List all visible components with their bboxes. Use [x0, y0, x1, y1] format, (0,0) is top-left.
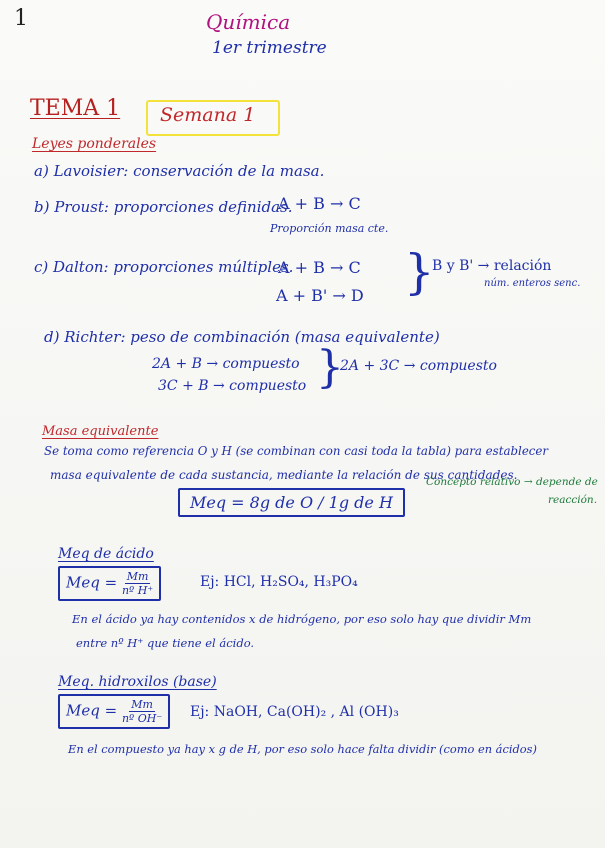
- richter-eq2: 3C + B → compuesto: [158, 378, 307, 394]
- richter-brace: }: [316, 342, 344, 393]
- tema-heading: TEMA 1: [30, 96, 121, 121]
- ley-proust: b) Proust: proporciones definidas.: [34, 198, 293, 216]
- base-fraction: [122, 699, 162, 724]
- base-text1: En el compuesto ya hay x g de H, por eso solo hace falta dividir (como en ácidos): [68, 742, 537, 756]
- acido-den: nº H⁺: [121, 584, 154, 597]
- dalton-brace: }: [404, 244, 435, 300]
- acido-heading: Meq de ácido: [58, 546, 154, 562]
- richter-result: 2A + 3C → compuesto: [340, 358, 497, 374]
- dalton-note2: núm. enteros senc.: [484, 278, 581, 289]
- acido-lhs: Meq =: [66, 573, 118, 592]
- concept-note1: Concepto relativo → depende de: [426, 476, 598, 488]
- ley-lavoisier: a) Lavoisier: conservación de la masa.: [34, 162, 325, 180]
- proust-equation: A + B → C: [278, 194, 361, 213]
- acido-num: Mm: [126, 570, 149, 583]
- acido-formula: [58, 566, 161, 601]
- acido-text2: entre nº H⁺ que tiene el ácido.: [76, 636, 255, 650]
- leyes-heading: Leyes ponderales: [32, 136, 157, 152]
- ley-richter: d) Richter: peso de combinación (masa equivalente): [44, 328, 440, 346]
- dalton-eq2: A + B' → D: [276, 286, 364, 305]
- masa-eq-text2: masa equivalente de cada sustancia, mediante la relación de sus cantidades.: [50, 468, 518, 482]
- dalton-eq1: A + B → C: [278, 258, 361, 277]
- base-lhs: Meq =: [66, 701, 118, 720]
- base-examples: Ej: NaOH, Ca(OH)₂ , Al (OH)₃: [190, 704, 399, 720]
- acido-text1: En el ácido ya hay contenidos x de hidrógeno, por eso solo hay que dividir Mm: [72, 612, 532, 626]
- page-title: Química: [206, 10, 291, 34]
- proust-note: Proporción masa cte.: [270, 222, 389, 235]
- masa-eq-formula: Meq = 8g de O / 1g de H: [178, 488, 405, 517]
- masa-eq-text1: Se toma como referencia O y H (se combinan con casi toda la tabla) para establecer: [44, 444, 549, 458]
- richter-eq1: 2A + B → compuesto: [152, 356, 300, 372]
- concept-note2: reacción.: [548, 494, 598, 506]
- base-den: nº OH⁻: [121, 712, 163, 725]
- masa-eq-heading: Masa equivalente: [42, 424, 159, 439]
- base-formula: [58, 694, 170, 729]
- acido-fraction: [122, 571, 153, 596]
- acido-examples: Ej: HCl, H₂SO₄, H₃PO₄: [200, 574, 358, 590]
- base-num: Mm: [131, 698, 153, 711]
- page-number: 1: [14, 6, 28, 31]
- base-heading: Meq. hidroxilos (base): [58, 674, 217, 690]
- semana-label: Semana 1: [160, 104, 256, 126]
- dalton-note: B y B' → relación: [432, 258, 552, 274]
- page-subtitle: 1er trimestre: [212, 38, 327, 58]
- ley-dalton: c) Dalton: proporciones múltiples.: [34, 258, 294, 276]
